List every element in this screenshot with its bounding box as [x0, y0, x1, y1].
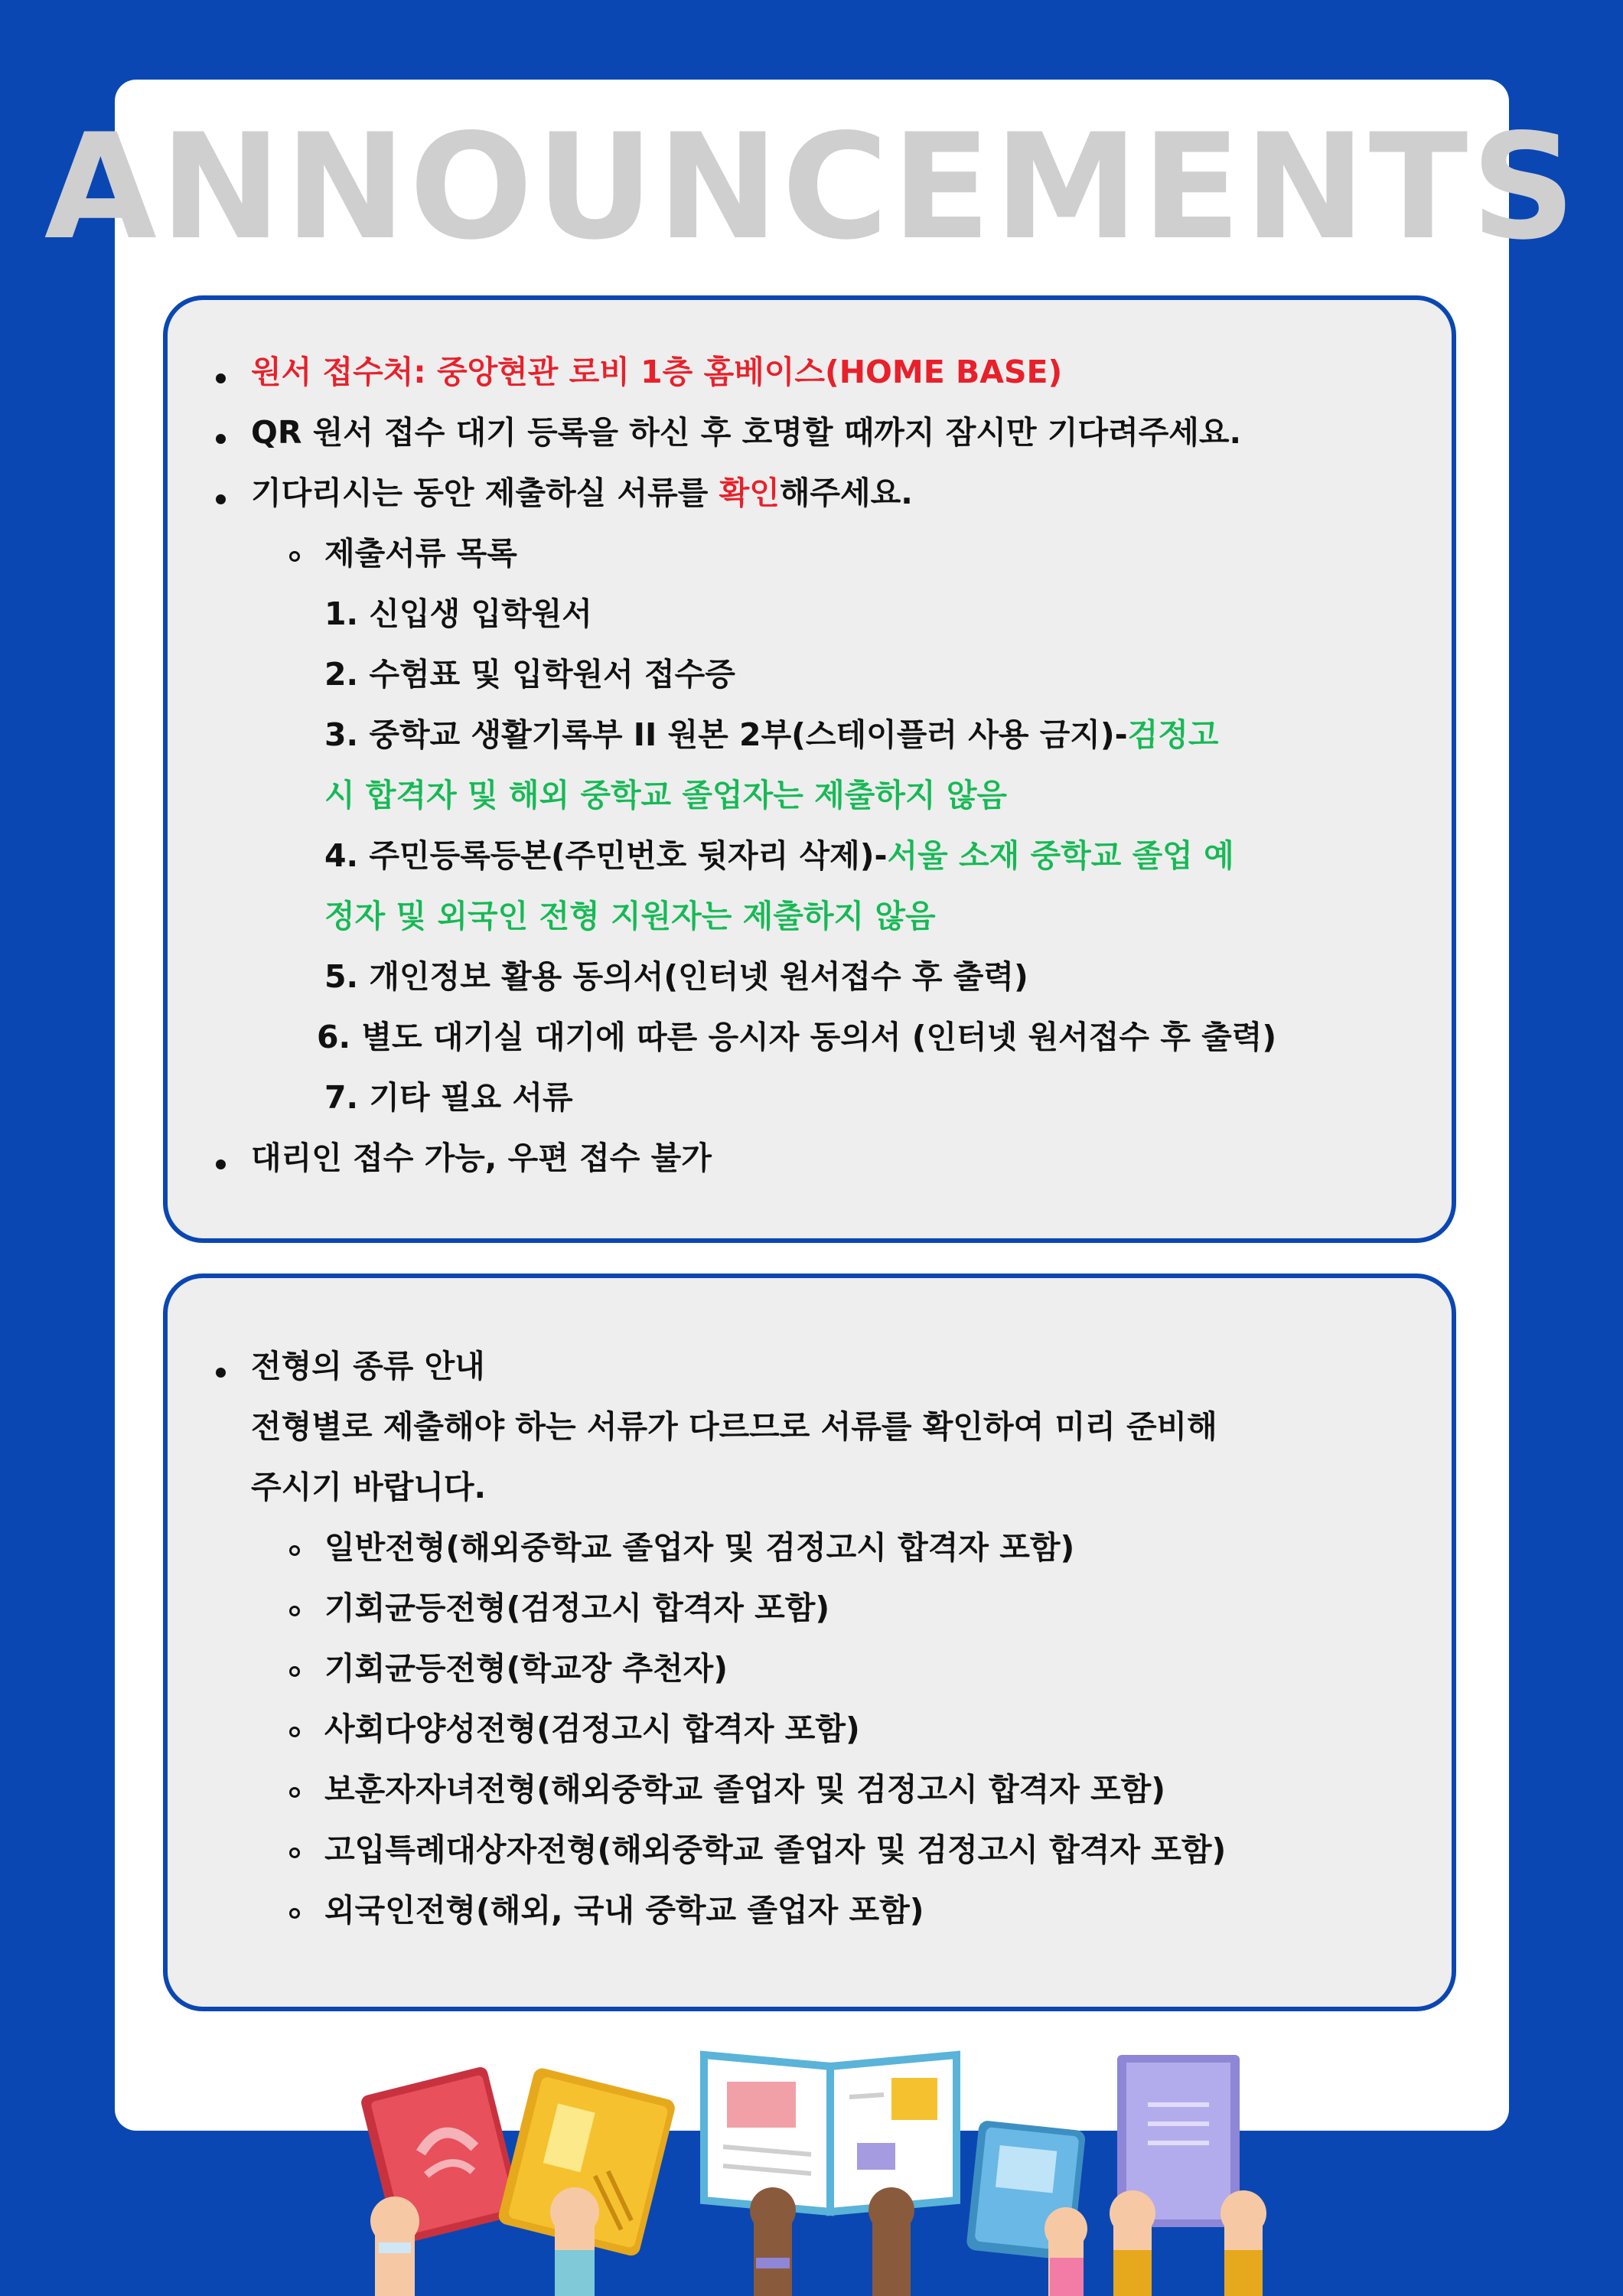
sub-bullet [289, 1727, 300, 1737]
sub-bullet [289, 1787, 300, 1798]
open-book-icon [704, 2055, 957, 2212]
document-item: 6. 별도 대기실 대기에 따른 응시자 동의서 (인터넷 원서접수 후 출력) [317, 1019, 1277, 1055]
document-list-heading: 제출서류 목록 [324, 535, 517, 572]
admission-type-item: 보훈자자녀전형(해외중학교 졸업자 및 검정고시 합격자 포함) [324, 1771, 1165, 1808]
bullet [216, 494, 226, 504]
books-illustration [0, 2020, 1623, 2296]
sub-bullet [289, 1908, 300, 1919]
admission-types-desc: 주시기 바랍니다. [251, 1469, 487, 1505]
document-item: 4. 주민등록등본(주민번호 뒷자리 삭제)-서울 소재 중학교 졸업 예 [324, 837, 1234, 874]
qr-waiting-notice: QR 원서 접수 대기 등록을 하신 후 호명할 때까지 잠시만 기다려주세요. [251, 414, 1242, 451]
bullet [216, 1368, 226, 1378]
reception-location: 원서 접수처: 중앙현관 로비 1층 홈베이스(HOME BASE) [251, 354, 1063, 390]
document-item-note: 정자 및 외국인 전형 지원자는 제출하지 않음 [324, 898, 936, 934]
sub-bullet [289, 1545, 300, 1556]
check-documents-notice: 기다리시는 동안 제출하실 서류를 확인해주세요. [251, 475, 913, 511]
document-item: 7. 기타 필요 서류 [324, 1079, 573, 1116]
sub-bullet [289, 1848, 300, 1858]
admission-type-item: 기회균등전형(학교장 추천자) [324, 1650, 728, 1687]
admission-type-item: 일반전형(해외중학교 졸업자 및 검정고시 합격자 포함) [324, 1529, 1075, 1566]
bullet [216, 373, 226, 383]
page-title: ANNOUNCEMENTS [44, 103, 1579, 272]
proxy-notice: 대리인 접수 가능, 우편 접수 불가 [251, 1140, 712, 1176]
document-item: 5. 개인정보 활용 동의서(인터넷 원서접수 후 출력) [324, 958, 1028, 995]
admission-types-heading: 전형의 종류 안내 [251, 1348, 485, 1384]
admission-type-item: 고입특례대상자전형(해외중학교 졸업자 및 검정고시 합격자 포함) [324, 1831, 1227, 1868]
sub-bullet [289, 1606, 300, 1616]
sub-bullet [289, 1666, 300, 1677]
admission-type-item: 외국인전형(해외, 국내 중학교 졸업자 포함) [324, 1892, 924, 1929]
sub-bullet [289, 551, 300, 562]
bullet [216, 434, 226, 444]
admission-types-desc: 전형별로 제출해야 하는 서류가 다르므로 서류를 확인하여 미리 준비해 [251, 1408, 1217, 1445]
admission-type-item: 사회다양성전형(검정고시 합격자 포함) [324, 1711, 860, 1747]
bullet [216, 1159, 226, 1169]
admission-type-item: 기회균등전형(검정고시 합격자 포함) [324, 1590, 830, 1626]
document-item: 3. 중학교 생활기록부 II 원본 2부(스테이플러 사용 금지)-검정고 [324, 716, 1219, 753]
document-item: 1. 신입생 입학원서 [324, 595, 592, 632]
document-item: 2. 수험표 및 입학원서 접수증 [324, 656, 735, 693]
document-item-note: 시 합격자 및 해외 중학교 졸업자는 제출하지 않음 [324, 777, 1008, 814]
